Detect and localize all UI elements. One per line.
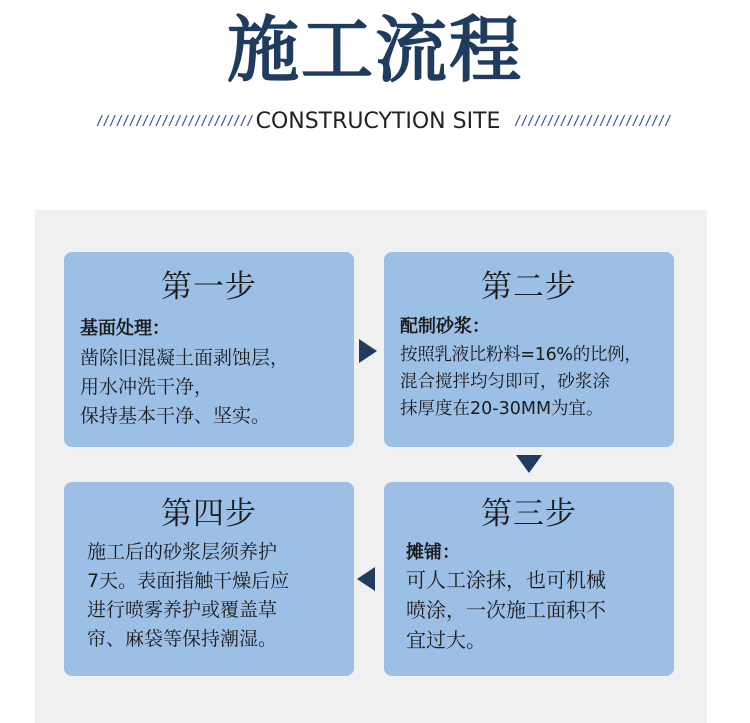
- step-label: 配制砂浆：: [400, 316, 490, 337]
- slash-decoration-left: ////////////////////////: [96, 114, 253, 129]
- step-text-line: 混合搅拌均匀即可，砂浆涂: [400, 372, 610, 392]
- step-title: 第二步: [481, 269, 577, 305]
- step-text-line: 帘、麻袋等保持潮湿。: [87, 628, 278, 650]
- arrow-left-icon: [357, 567, 375, 591]
- step-card-4: [64, 482, 354, 676]
- step-text-line: 用水冲洗干净，: [80, 376, 214, 398]
- page-title: 施工流程: [226, 7, 523, 92]
- step-label: 基面处理：: [80, 318, 170, 339]
- step-title: 第三步: [481, 496, 577, 532]
- step-text-line: 抹厚度在20-30MM为宜。: [400, 399, 604, 419]
- step-card-2: [384, 252, 674, 447]
- subtitle-row: [0, 104, 750, 140]
- step-text-line: 喷涂，一次施工面积不: [406, 598, 606, 622]
- step-card-1: [64, 252, 354, 447]
- arrow-down-icon: [516, 455, 542, 473]
- step-text-line: 保持基本干净、坚实。: [80, 405, 271, 427]
- slash-decoration-right: ////////////////////////: [514, 114, 671, 129]
- step-text-line: 凿除旧混凝土面剥蚀层，: [80, 347, 290, 369]
- step-label: 摊铺：: [406, 542, 460, 563]
- step-text-line: 可人工涂抹，也可机械: [406, 568, 606, 592]
- step-text-line: 7天。表面指触干燥后应: [87, 570, 290, 592]
- page-subtitle: CONSTRUCYTION SITE: [255, 109, 501, 134]
- arrow-right-icon: [359, 339, 377, 363]
- step-text-line: 宜过大。: [406, 628, 486, 652]
- step-card-3: [384, 482, 674, 676]
- step-text-line: 施工后的砂浆层须养护: [87, 541, 278, 563]
- step-text-line: 按照乳液比粉料=16%的比例，: [400, 345, 642, 365]
- step-title: 第一步: [161, 269, 257, 305]
- step-title: 第四步: [161, 496, 257, 532]
- step-text-line: 进行喷雾养护或覆盖草: [87, 599, 278, 621]
